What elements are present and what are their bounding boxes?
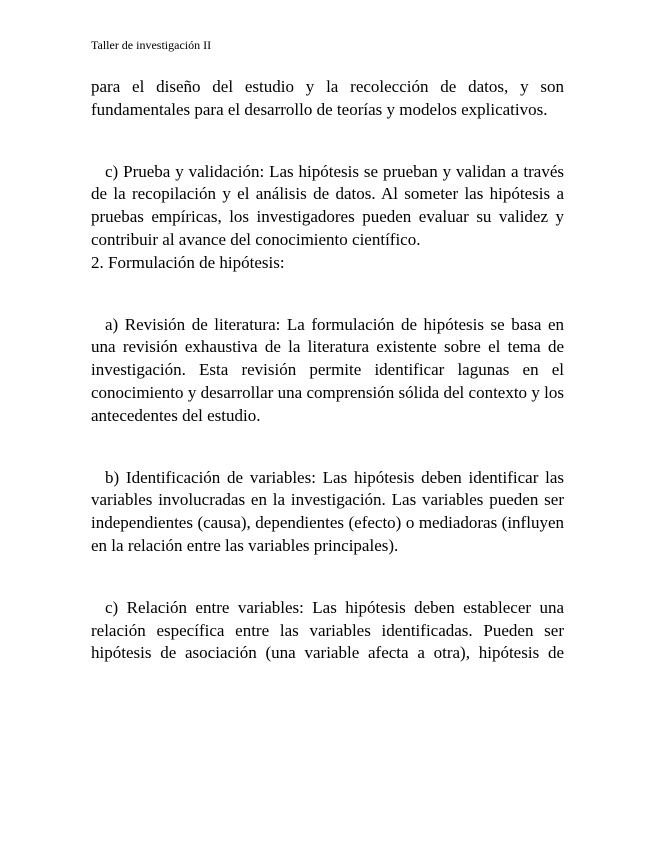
paragraph-continuation: para el diseño del estudio y la recolección de datos, y son fundamentales para el desarrollo de teorías y modelos explicativos. bbox=[91, 77, 564, 119]
paragraph-prueba-validacion: c) Prueba y validación: Las hipótesis se prueban y validan a través de la recopilación y el análisis de datos. Al someter las hipótesis a pruebas empíricas, los investigadores pueden evaluar su validez y contribuir al avance del conocimiento científico. bbox=[91, 161, 564, 249]
paragraph-revision-literatura: a) Revisión de literatura: La formulación de hipótesis se basa en una revisión exhaustiva de la literatura existente sobre el tema de investigación. Esta revisión permite identificar lagunas en el conocimiento y desarrollar una comprensión sólida del contexto y los antecedentes del estudio. bbox=[91, 314, 564, 425]
section-heading: 2. Formulación de hipótesis: bbox=[91, 252, 285, 272]
paragraph-relacion-variables: c) Relación entre variables: Las hipótesis deben establecer una relación específica entre las variables identificadas. Pueden ser hipótesis de asociación (una variable afecta a otra), hipótesis de bbox=[91, 597, 564, 663]
body-text bbox=[91, 76, 564, 665]
running-header: Taller de investigación II bbox=[91, 38, 212, 52]
paragraph-identificacion-variables: b) Identificación de variables: Las hipótesis deben identificar las variables involucradas en la investigación. Las variables pueden ser independientes (causa), dependientes (efecto) o mediadoras (influyen en la relación entre las variables principales). bbox=[91, 467, 564, 555]
